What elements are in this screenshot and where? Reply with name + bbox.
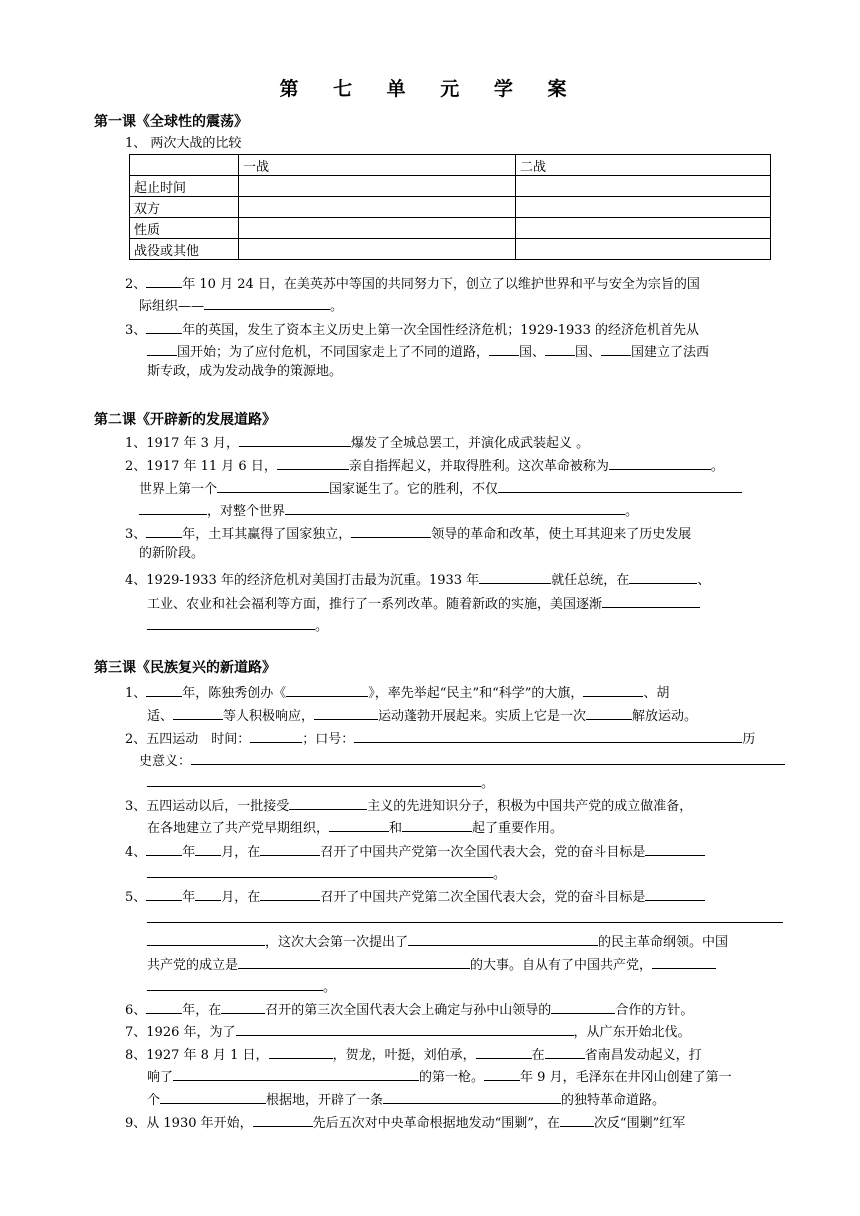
- blank[interactable]: [383, 1090, 561, 1104]
- blank[interactable]: [408, 932, 598, 946]
- blank[interactable]: [147, 864, 493, 878]
- table-row: [130, 218, 771, 239]
- lesson-3-q3-cont: 在各地建立了共产党早期组织， 和 起了重要作用。: [147, 818, 563, 837]
- blank[interactable]: [601, 342, 631, 356]
- lesson-1-q3-end: 斯专政，成为发动战争的策源地。: [147, 364, 343, 379]
- blank[interactable]: [238, 955, 470, 969]
- answer-cell[interactable]: [239, 176, 516, 197]
- lesson-3-q7: 7、1926 年，为了 ，从广东开始北伐。: [125, 1022, 691, 1041]
- blank[interactable]: [351, 524, 431, 538]
- table-header-cell: [130, 155, 239, 176]
- blank[interactable]: [195, 842, 221, 856]
- blank[interactable]: [147, 977, 323, 991]
- lesson-2-q2-end: ，对整个世界 。: [139, 501, 638, 520]
- blank[interactable]: [354, 729, 742, 743]
- blank[interactable]: [191, 751, 785, 765]
- answer-cell[interactable]: [516, 239, 771, 260]
- blank[interactable]: [645, 842, 705, 856]
- blank[interactable]: [146, 524, 182, 538]
- blank[interactable]: [147, 773, 481, 787]
- lesson-3-q5-cont2: 共产党的成立是 的大事。自从有了中国共产党，: [147, 955, 716, 974]
- blank[interactable]: [479, 570, 551, 584]
- answer-cell[interactable]: [516, 176, 771, 197]
- blank[interactable]: [286, 683, 368, 697]
- lesson-1-q1-label: 1、 两次大战的比较: [125, 136, 242, 151]
- blank[interactable]: [402, 818, 472, 832]
- lesson-3-q1: 1、 年，陈独秀创办《 》，率先举起“民主”和“科学”的大旗， 、胡: [125, 683, 669, 702]
- table-row: [130, 197, 771, 218]
- answer-cell[interactable]: [239, 239, 516, 260]
- lesson-3-q6: 6、 年，在 召开的第三次全国代表大会上确定与孙中山领导的 合作的方针。: [125, 1000, 693, 1019]
- blank[interactable]: [173, 1067, 419, 1081]
- blank[interactable]: [476, 1045, 532, 1059]
- blank[interactable]: [609, 456, 711, 470]
- blank[interactable]: [629, 570, 697, 584]
- blank[interactable]: [250, 729, 302, 743]
- lesson-3-q5-end: 。: [147, 977, 336, 996]
- blank[interactable]: [221, 1000, 265, 1014]
- lesson-1-heading: 第一课《全球性的震荡》: [94, 114, 248, 130]
- blank[interactable]: [217, 479, 329, 493]
- lesson-3-heading: 第三课《民族复兴的新道路》: [94, 660, 276, 676]
- answer-cell[interactable]: [516, 197, 771, 218]
- blank[interactable]: [146, 320, 182, 334]
- lesson-3-q2-end: 。: [147, 773, 494, 792]
- blank[interactable]: [329, 818, 389, 832]
- blank[interactable]: [277, 456, 349, 470]
- table-header-cell: 二战: [516, 155, 771, 176]
- lesson-3-q8-cont: 响了 的第一枪。 年 9 月，毛泽东在井冈山创建了第一: [147, 1067, 732, 1086]
- blank[interactable]: [160, 1090, 266, 1104]
- table-header-cell: 一战: [239, 155, 516, 176]
- blank[interactable]: [498, 479, 742, 493]
- blank[interactable]: [147, 932, 265, 946]
- blank[interactable]: [146, 1000, 182, 1014]
- lesson-2-q4-end: 。: [147, 616, 328, 635]
- lesson-1-q3-cont: 国开始；为了应付危机，不同国家走上了不同的道路， 国、 国、 国建立了法西: [147, 342, 709, 361]
- blank[interactable]: [146, 842, 182, 856]
- answer-cell[interactable]: [239, 218, 516, 239]
- blank[interactable]: [560, 1113, 594, 1127]
- lesson-2-q2-cont: 世界上第一个 国家诞生了。它的胜利，不仅: [139, 479, 742, 498]
- lesson-3-q5-blank-line: [147, 909, 783, 928]
- table-row: [130, 239, 771, 260]
- lesson-2-q4-cont: 工业、农业和社会福利等方面，推行了一系列改革。随着新政的实施，美国逐渐: [147, 594, 700, 613]
- blank[interactable]: [545, 342, 575, 356]
- blank[interactable]: [260, 842, 320, 856]
- answer-cell[interactable]: [516, 218, 771, 239]
- lesson-3-q8: 8、1927 年 8 月 1 日， ，贺龙，叶挺，刘伯承， 在 省南昌发动起义，打: [125, 1045, 702, 1064]
- blank[interactable]: [147, 342, 177, 356]
- blank[interactable]: [139, 501, 207, 515]
- blank[interactable]: [146, 683, 182, 697]
- blank[interactable]: [195, 887, 221, 901]
- lesson-3-q3: 3、五四运动以后，一批接受 主义的先进知识分子，积极为中国共产党的成立做准备，: [125, 796, 692, 815]
- lesson-2-q3: 3、 年，土耳其赢得了国家独立， 领导的革命和改革，使土耳其迎来了历史发展: [125, 524, 691, 543]
- lesson-1-q2-cont: 际组织—— 。: [139, 296, 343, 315]
- lesson-1-q2: 2、 年 10 月 24 日，在美英苏中等国的共同努力下，创立了以维护世界和平与安全为宗旨的国: [125, 274, 700, 293]
- lesson-3-q2-cont: 史意义：: [139, 751, 785, 770]
- blank[interactable]: [269, 1045, 333, 1059]
- lesson-3-q2: 2、五四运动 时间： ；口号： 历: [125, 729, 755, 748]
- blank[interactable]: [253, 1113, 313, 1127]
- lesson-3-q8-end: 个 根据地，开辟了一条 的独特革命道路。: [147, 1090, 665, 1109]
- lesson-3-q5: 5、 年 月，在 召开了中国共产党第二次全国代表大会，党的奋斗目标是: [125, 887, 705, 906]
- blank[interactable]: [484, 1067, 520, 1081]
- lesson-2-q1: 1、1917 年 3 月， 爆发了全城总罢工，并演化成武装起义 。: [125, 433, 589, 452]
- blank[interactable]: [147, 616, 315, 630]
- blank[interactable]: [146, 274, 182, 288]
- blank[interactable]: [586, 706, 632, 720]
- blank[interactable]: [239, 433, 351, 447]
- blank[interactable]: [545, 1045, 585, 1059]
- lesson-3-q9: 9、从 1930 年开始， 先后五次对中央革命根据地发动“围剿”，在 次反“围剿”红军: [125, 1113, 685, 1132]
- blank[interactable]: [173, 706, 223, 720]
- lesson-3-q1-cont: 适、 等人积极响应， 运动蓬勃开展起来。实质上它是一次 解放运动。: [147, 706, 697, 725]
- row-label: 起止时间: [130, 176, 239, 197]
- blank[interactable]: [489, 342, 519, 356]
- row-label: 性质: [130, 218, 239, 239]
- answer-cell[interactable]: [239, 197, 516, 218]
- row-label: 双方: [130, 197, 239, 218]
- blank[interactable]: [602, 594, 700, 608]
- row-label: 战役或其他: [130, 239, 239, 260]
- blank[interactable]: [236, 1022, 574, 1036]
- blank[interactable]: [285, 501, 625, 515]
- blank[interactable]: [204, 296, 330, 310]
- lesson-2-heading: 第二课《开辟新的发展道路》: [94, 412, 276, 428]
- blank[interactable]: [652, 955, 716, 969]
- blank[interactable]: [314, 706, 378, 720]
- lesson-3-q4: 4、 年 月，在 召开了中国共产党第一次全国代表大会，党的奋斗目标是: [125, 842, 705, 861]
- blank[interactable]: [551, 1000, 615, 1014]
- lesson-2-q2: 2、1917 年 11 月 6 日， 亲自指挥起义，并取得胜利。这次革命被称为 。: [125, 456, 724, 475]
- blank[interactable]: [146, 887, 182, 901]
- blank[interactable]: [260, 887, 320, 901]
- page-title: 第 七 单 元 学 案: [279, 78, 581, 100]
- table-row: [130, 176, 771, 197]
- blank[interactable]: [583, 683, 643, 697]
- lesson-3-q5-cont: ，这次大会第一次提出了 的民主革命纲领。中国: [147, 932, 728, 951]
- blank[interactable]: [645, 887, 705, 901]
- blank[interactable]: [147, 909, 783, 923]
- lesson-2-q3-end: 的新阶段。: [139, 546, 205, 561]
- war-comparison-table: [129, 154, 771, 260]
- lesson-2-q4: 4、1929-1933 年的经济危机对美国打击最为沉重。1933 年 就任总统，在 、: [125, 570, 710, 589]
- lesson-1-q3: 3、 年的英国，发生了资本主义历史上第一次全国性经济危机；1929-1933 的经济危机首先从: [125, 320, 699, 339]
- blank[interactable]: [289, 796, 367, 810]
- table-header-row: [130, 155, 771, 176]
- lesson-3-q4-end: 。: [147, 864, 506, 883]
